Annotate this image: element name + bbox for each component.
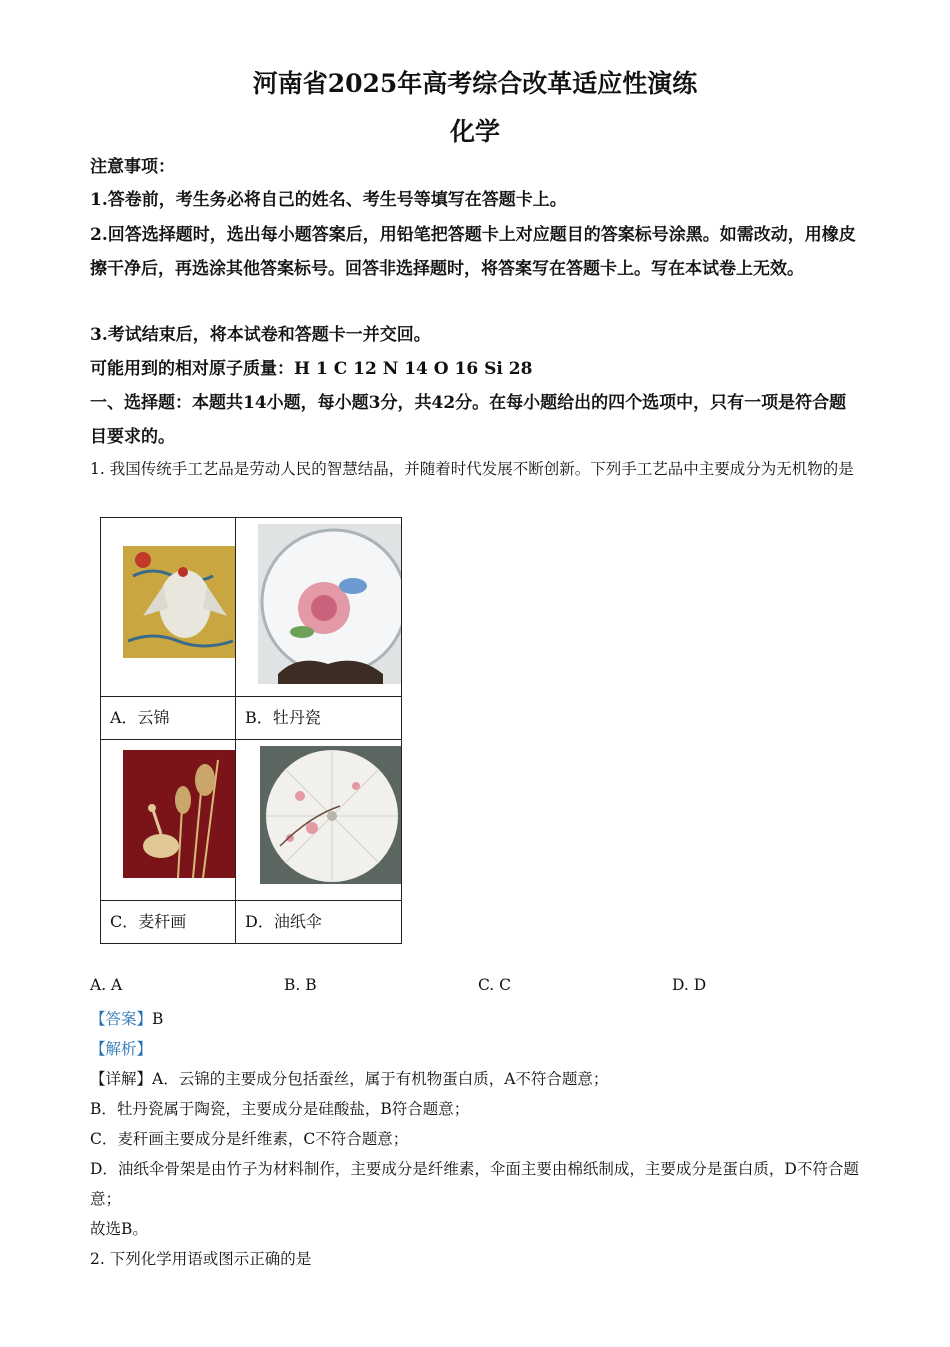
- option-c-image-cell: [101, 740, 236, 901]
- peony-porcelain-image: [258, 524, 401, 684]
- detail-line-b: B．牡丹瓷属于陶瓷，主要成分是硅酸盐，B符合题意；: [90, 1100, 470, 1118]
- answer-line: [90, 1004, 865, 1034]
- option-d-image-cell: [236, 740, 402, 901]
- detail-line-c: C．麦秆画主要成分是纤维素，C不符合题意；: [90, 1130, 409, 1148]
- section-heading: 一、选择题：本题共14小题，每小题3分，共42分。在每小题给出的四个选项中，只有一项是符合题目要求的。: [90, 393, 847, 447]
- question-2-stem: 2. 下列化学用语或图示正确的是: [90, 1250, 312, 1268]
- analysis-tag: 【解析】: [90, 1040, 153, 1058]
- detail-line-a: 【详解】A．云锦的主要成分包括蚕丝，属于有机物蛋白质，A不符合题意；: [90, 1070, 609, 1088]
- exam-title: 河南省2025年高考综合改革适应性演练: [252, 69, 698, 98]
- option-b-image-cell: [236, 518, 402, 697]
- yunjin-brocade-image: [123, 546, 235, 658]
- choice-c[interactable]: C. C: [478, 976, 512, 994]
- detail-conclusion: 故选B。: [90, 1220, 148, 1238]
- choice-a[interactable]: A. A: [90, 976, 123, 994]
- question-1-stem: 1. 我国传统手工艺品是劳动人民的智慧结晶，并随着时代发展不断创新。下列手工艺品中主要成分为无机物的是: [90, 460, 854, 478]
- option-b-label: B．牡丹瓷: [236, 697, 402, 740]
- oil-paper-umbrella-image: [260, 746, 401, 884]
- subject-title: 化学: [449, 117, 500, 146]
- notes-heading: 注意事项：: [90, 157, 175, 177]
- note-item-2: 2.回答选择题时，选出每小题答案后，用铅笔把答题卡上对应题目的答案标号涂黑。如需改动，用橡皮擦干净后，再选涂其他答案标号。回答非选择题时，将答案写在答题卡上。写在本试卷上无效。: [90, 225, 856, 279]
- atomic-mass-line: 可能用到的相对原子质量：H 1 C 12 N 14 O 16 Si 28: [90, 359, 533, 379]
- answer-tag: 【答案】: [90, 1010, 153, 1028]
- question-1-options-table: [100, 517, 402, 944]
- note-item-1: 1.答卷前，考生务必将自己的姓名、考生号等填写在答题卡上。: [90, 190, 567, 210]
- option-a-image-cell: [101, 518, 236, 697]
- detail-line-d: D．油纸伞骨架是由竹子为材料制作，主要成分是纤维素，伞面主要由棉纸制成，主要成分是蛋白质，D不符合题意；: [90, 1160, 859, 1208]
- note-item-3: 3.考试结束后，将本试卷和答题卡一并交回。: [90, 325, 431, 345]
- answer-value: B: [152, 1010, 164, 1028]
- option-a-label: A．云锦: [101, 697, 236, 740]
- option-d-label: D．油纸伞: [236, 901, 402, 944]
- wheat-straw-painting-image: [123, 750, 235, 878]
- choice-d[interactable]: D. D: [672, 976, 707, 994]
- option-c-label: C．麦秆画: [101, 901, 236, 944]
- choice-b[interactable]: B. B: [284, 976, 317, 994]
